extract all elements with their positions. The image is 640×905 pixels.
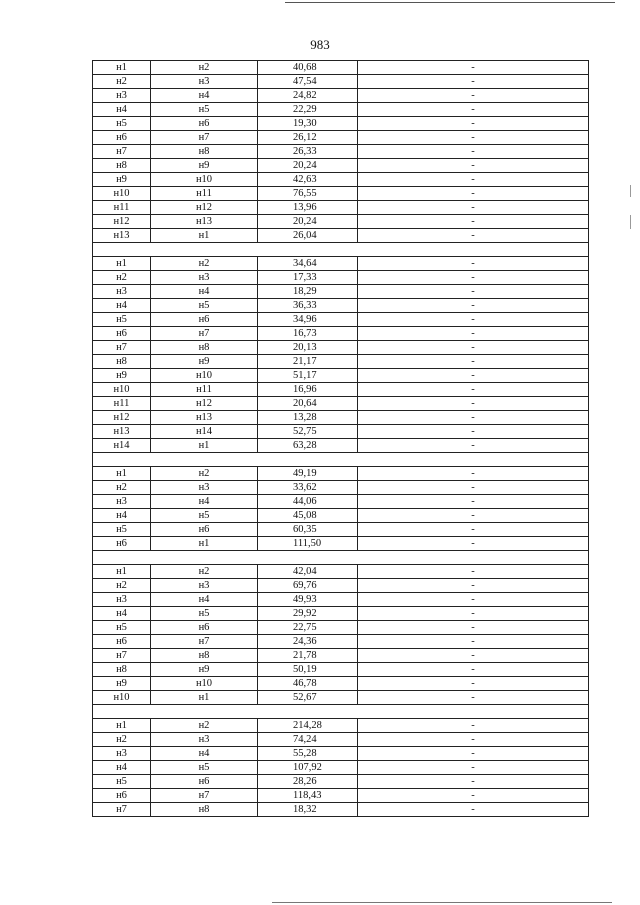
distance-cell: 52,67 <box>258 691 358 705</box>
table-row <box>93 607 589 621</box>
table-row <box>93 299 589 313</box>
distance-cell: 22,29 <box>258 103 358 117</box>
point-to-cell: н13 <box>151 411 258 425</box>
distance-cell: 21,17 <box>258 355 358 369</box>
distance-cell: 63,28 <box>258 439 358 453</box>
note-cell: - <box>358 649 589 663</box>
note-cell: - <box>358 789 589 803</box>
distance-cell: 51,17 <box>258 369 358 383</box>
distance-cell: 17,33 <box>258 271 358 285</box>
note-cell: - <box>358 159 589 173</box>
distance-cell: 45,08 <box>258 509 358 523</box>
distance-cell: 20,24 <box>258 159 358 173</box>
point-from-cell: н7 <box>93 649 151 663</box>
note-cell: - <box>358 775 589 789</box>
table-row <box>93 257 589 271</box>
distance-cell: 214,28 <box>258 719 358 733</box>
table-row <box>93 145 589 159</box>
note-cell: - <box>358 89 589 103</box>
note-cell: - <box>358 131 589 145</box>
note-cell: - <box>358 677 589 691</box>
distance-cell: 46,78 <box>258 677 358 691</box>
point-to-cell: н6 <box>151 775 258 789</box>
point-from-cell: н9 <box>93 369 151 383</box>
distance-cell: 28,26 <box>258 775 358 789</box>
point-from-cell: н5 <box>93 621 151 635</box>
point-from-cell: н6 <box>93 789 151 803</box>
bottom-edge-line <box>272 902 612 903</box>
table-row <box>93 621 589 635</box>
distance-cell: 19,30 <box>258 117 358 131</box>
distance-cell: 52,75 <box>258 425 358 439</box>
point-from-cell: н1 <box>93 565 151 579</box>
margin-mark <box>630 185 631 197</box>
point-to-cell: н11 <box>151 187 258 201</box>
table-row <box>93 75 589 89</box>
note-cell: - <box>358 369 589 383</box>
point-to-cell: н3 <box>151 75 258 89</box>
note-cell: - <box>358 733 589 747</box>
distance-cell: 36,33 <box>258 299 358 313</box>
point-from-cell: н3 <box>93 495 151 509</box>
segments-table <box>92 60 589 817</box>
separator-cell <box>93 453 589 467</box>
point-to-cell: н12 <box>151 201 258 215</box>
table-row <box>93 789 589 803</box>
distance-cell: 26,33 <box>258 145 358 159</box>
point-from-cell: н4 <box>93 761 151 775</box>
point-from-cell: н1 <box>93 719 151 733</box>
table-row <box>93 593 589 607</box>
point-to-cell: н3 <box>151 271 258 285</box>
point-from-cell: н10 <box>93 187 151 201</box>
point-to-cell: н13 <box>151 215 258 229</box>
table-row <box>93 649 589 663</box>
distance-cell: 18,29 <box>258 285 358 299</box>
note-cell: - <box>358 621 589 635</box>
point-from-cell: н2 <box>93 733 151 747</box>
point-to-cell: н6 <box>151 313 258 327</box>
point-to-cell: н12 <box>151 397 258 411</box>
table-row <box>93 187 589 201</box>
table-row <box>93 397 589 411</box>
table-row <box>93 313 589 327</box>
note-cell: - <box>358 257 589 271</box>
note-cell: - <box>358 565 589 579</box>
table-row <box>93 565 589 579</box>
note-cell: - <box>358 663 589 677</box>
point-to-cell: н2 <box>151 257 258 271</box>
note-cell: - <box>358 341 589 355</box>
note-cell: - <box>358 173 589 187</box>
point-from-cell: н2 <box>93 75 151 89</box>
point-to-cell: н2 <box>151 61 258 75</box>
note-cell: - <box>358 117 589 131</box>
point-to-cell: н4 <box>151 285 258 299</box>
point-to-cell: н6 <box>151 117 258 131</box>
point-to-cell: н7 <box>151 635 258 649</box>
table-row <box>93 747 589 761</box>
distance-cell: 18,32 <box>258 803 358 817</box>
point-from-cell: н8 <box>93 355 151 369</box>
point-to-cell: н5 <box>151 607 258 621</box>
note-cell: - <box>358 593 589 607</box>
point-to-cell: н7 <box>151 327 258 341</box>
distance-cell: 76,55 <box>258 187 358 201</box>
table-row <box>93 509 589 523</box>
note-cell: - <box>358 467 589 481</box>
table-row <box>93 677 589 691</box>
note-cell: - <box>358 215 589 229</box>
point-to-cell: н8 <box>151 341 258 355</box>
boundary-segments-table <box>92 60 588 817</box>
point-to-cell: н1 <box>151 537 258 551</box>
point-to-cell: н1 <box>151 439 258 453</box>
table-row <box>93 285 589 299</box>
table-row <box>93 761 589 775</box>
point-to-cell: н5 <box>151 103 258 117</box>
distance-cell: 20,24 <box>258 215 358 229</box>
note-cell: - <box>358 495 589 509</box>
point-to-cell: н4 <box>151 747 258 761</box>
distance-cell: 16,96 <box>258 383 358 397</box>
table-row <box>93 215 589 229</box>
distance-cell: 26,12 <box>258 131 358 145</box>
note-cell: - <box>358 145 589 159</box>
table-row <box>93 635 589 649</box>
distance-cell: 55,28 <box>258 747 358 761</box>
margin-mark <box>630 215 631 229</box>
table-row <box>93 159 589 173</box>
point-to-cell: н8 <box>151 145 258 159</box>
point-from-cell: н2 <box>93 271 151 285</box>
note-cell: - <box>358 523 589 537</box>
point-to-cell: н5 <box>151 299 258 313</box>
distance-cell: 42,04 <box>258 565 358 579</box>
distance-cell: 60,35 <box>258 523 358 537</box>
point-from-cell: н6 <box>93 131 151 145</box>
point-to-cell: н4 <box>151 89 258 103</box>
distance-cell: 24,36 <box>258 635 358 649</box>
point-from-cell: н10 <box>93 383 151 397</box>
distance-cell: 49,19 <box>258 467 358 481</box>
point-from-cell: н3 <box>93 285 151 299</box>
point-to-cell: н7 <box>151 131 258 145</box>
distance-cell: 22,75 <box>258 621 358 635</box>
distance-cell: 13,96 <box>258 201 358 215</box>
point-from-cell: н9 <box>93 677 151 691</box>
note-cell: - <box>358 355 589 369</box>
separator-cell <box>93 705 589 719</box>
table-row <box>93 691 589 705</box>
distance-cell: 118,43 <box>258 789 358 803</box>
table-row <box>93 733 589 747</box>
point-to-cell: н8 <box>151 649 258 663</box>
point-to-cell: н5 <box>151 761 258 775</box>
point-from-cell: н2 <box>93 481 151 495</box>
table-row <box>93 663 589 677</box>
point-from-cell: н4 <box>93 509 151 523</box>
separator-cell <box>93 551 589 565</box>
note-cell: - <box>358 75 589 89</box>
note-cell: - <box>358 537 589 551</box>
distance-cell: 44,06 <box>258 495 358 509</box>
table-row <box>93 341 589 355</box>
table-row <box>93 411 589 425</box>
table-row <box>93 481 589 495</box>
point-from-cell: н8 <box>93 159 151 173</box>
point-from-cell: н8 <box>93 663 151 677</box>
note-cell: - <box>358 579 589 593</box>
point-from-cell: н9 <box>93 173 151 187</box>
note-cell: - <box>358 285 589 299</box>
distance-cell: 107,92 <box>258 761 358 775</box>
distance-cell: 40,68 <box>258 61 358 75</box>
point-to-cell: н8 <box>151 803 258 817</box>
point-to-cell: н14 <box>151 425 258 439</box>
note-cell: - <box>358 187 589 201</box>
point-from-cell: н5 <box>93 117 151 131</box>
distance-cell: 16,73 <box>258 327 358 341</box>
point-from-cell: н7 <box>93 803 151 817</box>
note-cell: - <box>358 327 589 341</box>
point-from-cell: н13 <box>93 425 151 439</box>
distance-cell: 49,93 <box>258 593 358 607</box>
distance-cell: 50,19 <box>258 663 358 677</box>
point-from-cell: н11 <box>93 397 151 411</box>
table-row <box>93 131 589 145</box>
page-number: 983 <box>310 37 330 52</box>
distance-cell: 33,62 <box>258 481 358 495</box>
distance-cell: 29,92 <box>258 607 358 621</box>
table-row <box>93 271 589 285</box>
note-cell: - <box>358 271 589 285</box>
table-row <box>93 775 589 789</box>
table-row <box>93 719 589 733</box>
table-row <box>93 355 589 369</box>
point-from-cell: н3 <box>93 593 151 607</box>
point-from-cell: н6 <box>93 327 151 341</box>
distance-cell: 111,50 <box>258 537 358 551</box>
point-from-cell: н1 <box>93 61 151 75</box>
note-cell: - <box>358 481 589 495</box>
note-cell: - <box>358 313 589 327</box>
point-from-cell: н7 <box>93 145 151 159</box>
table-row <box>93 537 589 551</box>
distance-cell: 20,64 <box>258 397 358 411</box>
note-cell: - <box>358 635 589 649</box>
table-row <box>93 201 589 215</box>
table-row <box>93 439 589 453</box>
point-from-cell: н4 <box>93 299 151 313</box>
distance-cell: 47,54 <box>258 75 358 89</box>
point-from-cell: н5 <box>93 523 151 537</box>
note-cell: - <box>358 691 589 705</box>
note-cell: - <box>358 201 589 215</box>
point-from-cell: н6 <box>93 635 151 649</box>
note-cell: - <box>358 719 589 733</box>
point-from-cell: н11 <box>93 201 151 215</box>
note-cell: - <box>358 747 589 761</box>
note-cell: - <box>358 425 589 439</box>
table-row <box>93 467 589 481</box>
point-to-cell: н10 <box>151 369 258 383</box>
note-cell: - <box>358 383 589 397</box>
distance-cell: 42,63 <box>258 173 358 187</box>
table-row <box>93 89 589 103</box>
point-to-cell: н1 <box>151 691 258 705</box>
point-to-cell: н10 <box>151 173 258 187</box>
point-from-cell: н1 <box>93 257 151 271</box>
note-cell: - <box>358 103 589 117</box>
point-to-cell: н5 <box>151 509 258 523</box>
point-from-cell: н3 <box>93 747 151 761</box>
table-row <box>93 579 589 593</box>
note-cell: - <box>358 803 589 817</box>
table-row <box>93 229 589 243</box>
point-to-cell: н9 <box>151 159 258 173</box>
note-cell: - <box>358 607 589 621</box>
point-to-cell: н3 <box>151 481 258 495</box>
point-to-cell: н6 <box>151 523 258 537</box>
distance-cell: 34,96 <box>258 313 358 327</box>
distance-cell: 24,82 <box>258 89 358 103</box>
point-to-cell: н4 <box>151 495 258 509</box>
distance-cell: 20,13 <box>258 341 358 355</box>
point-to-cell: н9 <box>151 663 258 677</box>
distance-cell: 69,76 <box>258 579 358 593</box>
table-row <box>93 369 589 383</box>
table-row <box>93 523 589 537</box>
point-from-cell: н12 <box>93 215 151 229</box>
note-cell: - <box>358 299 589 313</box>
table-row <box>93 173 589 187</box>
separator-cell <box>93 243 589 257</box>
point-from-cell: н7 <box>93 341 151 355</box>
note-cell: - <box>358 439 589 453</box>
table-row <box>93 803 589 817</box>
point-from-cell: н10 <box>93 691 151 705</box>
table-row <box>93 61 589 75</box>
note-cell: - <box>358 761 589 775</box>
distance-cell: 26,04 <box>258 229 358 243</box>
distance-cell: 13,28 <box>258 411 358 425</box>
table-row <box>93 383 589 397</box>
table-row <box>93 425 589 439</box>
point-from-cell: н13 <box>93 229 151 243</box>
distance-cell: 21,78 <box>258 649 358 663</box>
distance-cell: 74,24 <box>258 733 358 747</box>
point-from-cell: н3 <box>93 89 151 103</box>
point-to-cell: н9 <box>151 355 258 369</box>
table-row <box>93 327 589 341</box>
point-to-cell: н6 <box>151 621 258 635</box>
point-to-cell: н3 <box>151 733 258 747</box>
note-cell: - <box>358 397 589 411</box>
point-from-cell: н12 <box>93 411 151 425</box>
point-from-cell: н14 <box>93 439 151 453</box>
point-from-cell: н5 <box>93 775 151 789</box>
point-from-cell: н1 <box>93 467 151 481</box>
point-from-cell: н5 <box>93 313 151 327</box>
section-separator <box>93 243 589 257</box>
point-from-cell: н6 <box>93 537 151 551</box>
top-edge-line <box>285 2 615 3</box>
section-separator <box>93 453 589 467</box>
section-separator <box>93 551 589 565</box>
note-cell: - <box>358 61 589 75</box>
table-row <box>93 117 589 131</box>
point-to-cell: н2 <box>151 565 258 579</box>
point-from-cell: н2 <box>93 579 151 593</box>
note-cell: - <box>358 509 589 523</box>
note-cell: - <box>358 411 589 425</box>
point-to-cell: н7 <box>151 789 258 803</box>
point-from-cell: н4 <box>93 607 151 621</box>
note-cell: - <box>358 229 589 243</box>
point-to-cell: н11 <box>151 383 258 397</box>
point-from-cell: н4 <box>93 103 151 117</box>
distance-cell: 34,64 <box>258 257 358 271</box>
table-row <box>93 103 589 117</box>
point-to-cell: н2 <box>151 467 258 481</box>
table-row <box>93 495 589 509</box>
point-to-cell: н10 <box>151 677 258 691</box>
point-to-cell: н2 <box>151 719 258 733</box>
section-separator <box>93 705 589 719</box>
point-to-cell: н4 <box>151 593 258 607</box>
point-to-cell: н1 <box>151 229 258 243</box>
point-to-cell: н3 <box>151 579 258 593</box>
